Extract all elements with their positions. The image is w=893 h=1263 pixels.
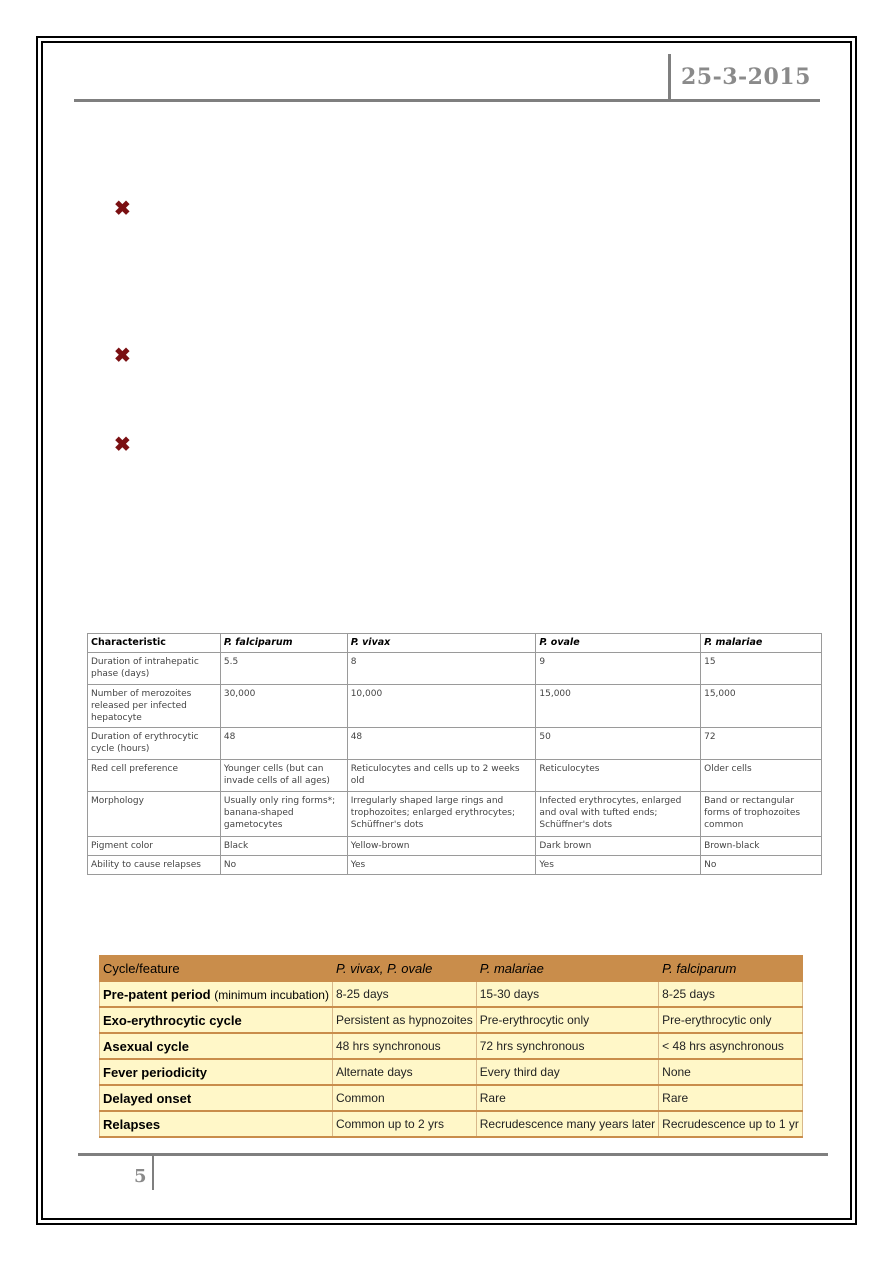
table-row [100, 1085, 803, 1111]
bullet-icon: ✖ [114, 345, 131, 367]
page-number: 5 [134, 1166, 147, 1187]
table-cell: Black [220, 837, 347, 856]
table-cell: Morphology [88, 792, 221, 837]
table-cell: Pigment color [88, 837, 221, 856]
column-header-label: P. falciparum [223, 637, 293, 648]
table-row [100, 981, 803, 1007]
malaria-cycle-features-table [99, 955, 803, 1138]
table-cell: 72 hrs synchronous [476, 1033, 658, 1059]
column-header [220, 634, 347, 653]
footer-rule [78, 1153, 828, 1156]
table-cell: Brown-black [701, 837, 822, 856]
column-header [332, 956, 476, 982]
table-header-row [88, 634, 822, 653]
table-cell: Usually only ring forms*; banana-shaped gametocytes [220, 792, 347, 837]
table-cell: Duration of erythrocytic cycle (hours) [88, 728, 221, 760]
column-header [659, 956, 803, 982]
column-header [476, 956, 658, 982]
table-cell: Recrudescence many years later [476, 1111, 658, 1137]
table-cell: Yellow-brown [347, 837, 536, 856]
table-cell: None [659, 1059, 803, 1085]
table-row [100, 1007, 803, 1033]
table-cell: 72 [701, 728, 822, 760]
row-header: Fever periodicity [100, 1059, 333, 1085]
table-cell: 48 [220, 728, 347, 760]
column-header-label: P. malariae [704, 637, 763, 648]
column-header: Characteristic [88, 634, 221, 653]
row-header-note: (minimum incubation) [214, 987, 329, 1002]
table-cell: Reticulocytes [536, 760, 701, 792]
table-cell: Younger cells (but can invade cells of all ages) [220, 760, 347, 792]
bullet-icon: ✖ [114, 198, 131, 220]
row-header: Exo-erythrocytic cycle [100, 1007, 333, 1033]
table-cell: Alternate days [332, 1059, 476, 1085]
table-cell: Duration of intrahepatic phase (days) [88, 653, 221, 685]
bullet-icon: ✖ [114, 434, 131, 456]
column-header-label: P. malariae [479, 960, 544, 976]
table-cell: Irregularly shaped large rings and trophozoites; enlarged erythrocytes; Schüffner's dots [347, 792, 536, 837]
row-header: Relapses [100, 1111, 333, 1137]
header-rule [74, 99, 820, 102]
table-cell: < 48 hrs asynchronous [659, 1033, 803, 1059]
table-cell: 8-25 days [659, 981, 803, 1007]
table-cell: 30,000 [220, 685, 347, 728]
header-divider [668, 54, 671, 102]
table-header-row [100, 956, 803, 982]
table-cell: 48 hrs synchronous [332, 1033, 476, 1059]
table-cell: Yes [536, 856, 701, 875]
table-row [100, 1111, 803, 1137]
table-cell: Yes [347, 856, 536, 875]
table-cell: 48 [347, 728, 536, 760]
table-cell: Reticulocytes and cells up to 2 weeks old [347, 760, 536, 792]
column-header [347, 634, 536, 653]
table-cell: Common up to 2 yrs [332, 1111, 476, 1137]
column-header-label: P. falciparum [662, 960, 737, 976]
column-header [536, 634, 701, 653]
table-row [88, 685, 822, 728]
table-cell: Rare [476, 1085, 658, 1111]
row-header: Asexual cycle [100, 1033, 333, 1059]
column-header-label: P. ovale [539, 637, 580, 648]
table-row [88, 856, 822, 875]
table-cell: Every third day [476, 1059, 658, 1085]
table-cell: Ability to cause relapses [88, 856, 221, 875]
table-cell: Persistent as hypnozoites [332, 1007, 476, 1033]
table-cell: Band or rectangular forms of trophozoites common [701, 792, 822, 837]
table-row [100, 1033, 803, 1059]
row-header [100, 981, 333, 1007]
table-row [88, 760, 822, 792]
table-cell: 50 [536, 728, 701, 760]
column-header: Cycle/feature [100, 956, 333, 982]
table-cell: 8 [347, 653, 536, 685]
table-row [88, 837, 822, 856]
column-header-label: P. vivax [350, 637, 391, 648]
table-row [100, 1059, 803, 1085]
table-cell: Older cells [701, 760, 822, 792]
table-cell: 15-30 days [476, 981, 658, 1007]
row-header: Delayed onset [100, 1085, 333, 1111]
column-header [701, 634, 822, 653]
table-cell: 9 [536, 653, 701, 685]
table-cell: Pre-erythrocytic only [659, 1007, 803, 1033]
table-cell: 15,000 [536, 685, 701, 728]
table-cell: Dark brown [536, 837, 701, 856]
table-cell: 15,000 [701, 685, 822, 728]
plasmodium-characteristics-table [87, 633, 822, 875]
table-cell: Common [332, 1085, 476, 1111]
table-cell: Number of merozoites released per infected hepatocyte [88, 685, 221, 728]
table-cell: No [220, 856, 347, 875]
table-cell: 8-25 days [332, 981, 476, 1007]
table-cell: No [701, 856, 822, 875]
table-cell: Rare [659, 1085, 803, 1111]
table-row [88, 653, 822, 685]
column-header-label: P. vivax, P. ovale [335, 960, 433, 976]
table-cell: Red cell preference [88, 760, 221, 792]
table-cell: Infected erythrocytes, enlarged and oval with tufted ends; Schüffner's dots [536, 792, 701, 837]
row-header-bold: Pre-patent period [103, 986, 211, 1002]
table-cell: 10,000 [347, 685, 536, 728]
table-cell: Pre-erythrocytic only [476, 1007, 658, 1033]
table-row [88, 728, 822, 760]
table-cell: 5.5 [220, 653, 347, 685]
table-row [88, 792, 822, 837]
footer-divider [152, 1156, 154, 1190]
header-date: 25-3-2015 [681, 64, 811, 90]
table-cell: Recrudescence up to 1 yr [659, 1111, 803, 1137]
table-cell: 15 [701, 653, 822, 685]
